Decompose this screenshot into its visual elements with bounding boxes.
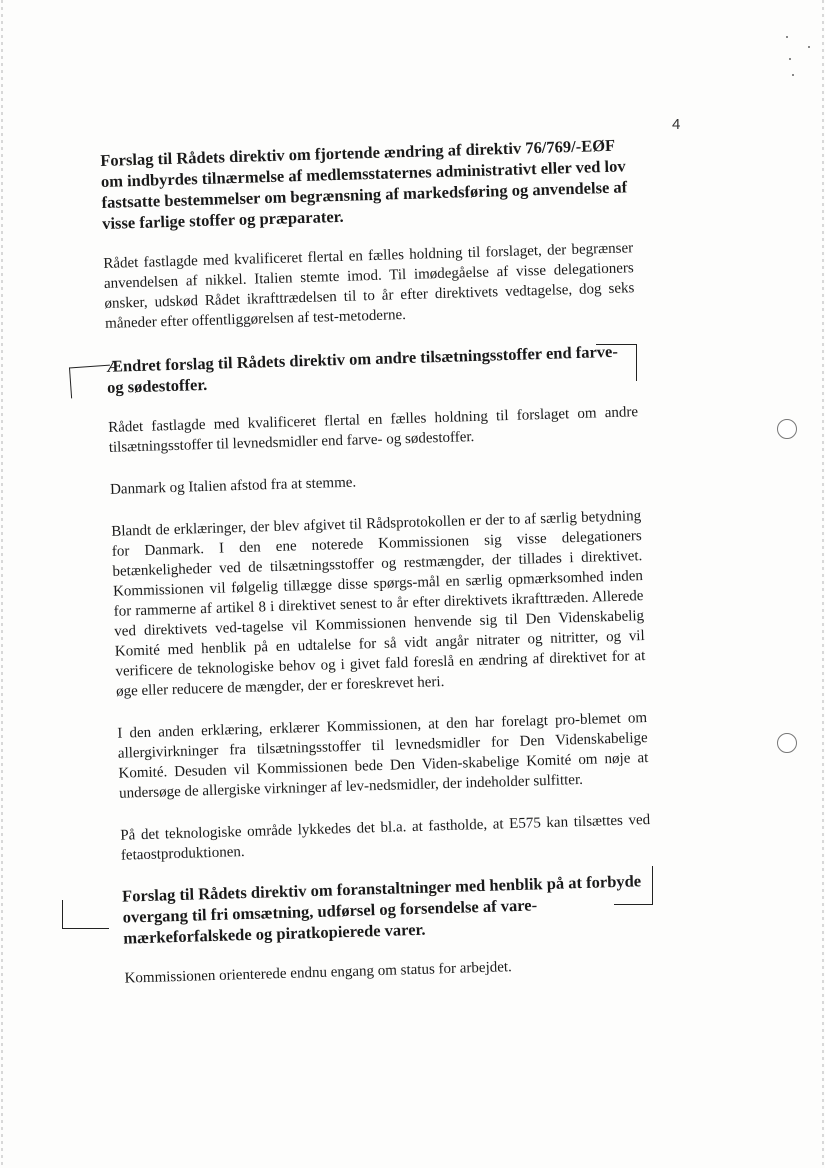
scan-speck	[789, 58, 791, 60]
scan-speck	[792, 74, 794, 76]
scan-speck	[808, 46, 810, 48]
punch-hole-lower	[777, 733, 797, 753]
section-paragraph: Rådet fastlagde med kvalificeret flertal en fælles holdning til forslaget, der begrænser anvendelsen af nikkel. Italien stemte imod. Til imødegåelse af visse delegationers ønsker, udskød Rådet ikrafttrædelsen til to år efter direktivets vedtagelse, dog seks måneder efter offentliggørelsen af test-metoderne.	[103, 240, 635, 332]
scan-edge-right	[822, 0, 824, 1168]
scan-edge-left	[1, 0, 3, 1168]
punch-hole-upper	[777, 419, 797, 439]
section-paragraph: Rådet fastlagde med kvalificeret flertal en fælles holdning til forslaget om andre tilsætningsstoffer til levnedsmidler end farve- og sødestoffer.	[108, 404, 639, 456]
page-number: 4	[672, 116, 681, 133]
section-paragraph: Kommissionen orienterede endnu engang om status for arbejdet.	[124, 959, 513, 987]
section-paragraph: På det teknologiske område lykkedes det bl.a. at fastholde, at E575 kan tilsættes ved fetaostproduktionen.	[120, 811, 651, 864]
scan-speck	[786, 36, 788, 38]
section-paragraph: Danmark og Italien afstod fra at stemme.	[109, 474, 357, 498]
margin-bracket-bottom-left	[62, 900, 109, 929]
section-heading-nickel: Forslag til Rådets direktiv om fjortende ændring af direktiv 76/769/-EØF om indbyrdes tilnærmelse af medlemsstaternes administrativt eller ved lov fastsatte bestemmelser om begrænsning af markedsføring og anvendelse af visse farlige stoffer og præparater.	[100, 135, 628, 233]
section-heading-counterfeit: Forslag til Rådets direktiv om foranstaltninger med henblik på at forbyde overgang til fri omsætning, udførsel og forsendelse af vare-mærkeforfalskede og piratkopierede varer.	[121, 871, 642, 948]
section-paragraph: Blandt de erklæringer, der blev afgivet til Rådsprotokollen er der to af særlig betydning for Danmark. I den ene noterede Kommissionen sig visse delegationers betænkeligheder ved de tilsætningsstoffer og restmængder, der tillades i direktivet. Kommissionen vil følgelig tillægge disse spørgs-mål en særlig opmærksomhed inden for rammerne af artikel 8 i direktivet senest to år efter direktivets ikrafttræden. Allerede ved direktivets ved-tagelse vil Kommissionen henvende sig til Den Videnskabelig Komité med henblik på en udtalelse for så vidt angår nitrater og nitritter, og vil verificere de teknologiske behov og i givet fald foreslå en ændring af direktivet for at øge eller reducere de mængder, der er foreskrevet heri.	[111, 508, 646, 700]
section-heading-additives: Ændret forslag til Rådets direktiv om andre tilsætningsstoffer end farve- og sødestoffer.	[106, 341, 619, 397]
document-body	[100, 134, 655, 1010]
section-paragraph: I den anden erklæring, erklærer Kommissionen, at den har forelagt pro-blemet om allergivirkninger fra tilsætningsstoffer til levnedsmidler for Den Videnskabelige Komité. Desuden vil Kommissionen bede Den Viden-skabelige Komité om nøje at undersøge de allergiske virkninger af lev-nedsmidler, der indeholder sulfitter.	[117, 710, 649, 802]
